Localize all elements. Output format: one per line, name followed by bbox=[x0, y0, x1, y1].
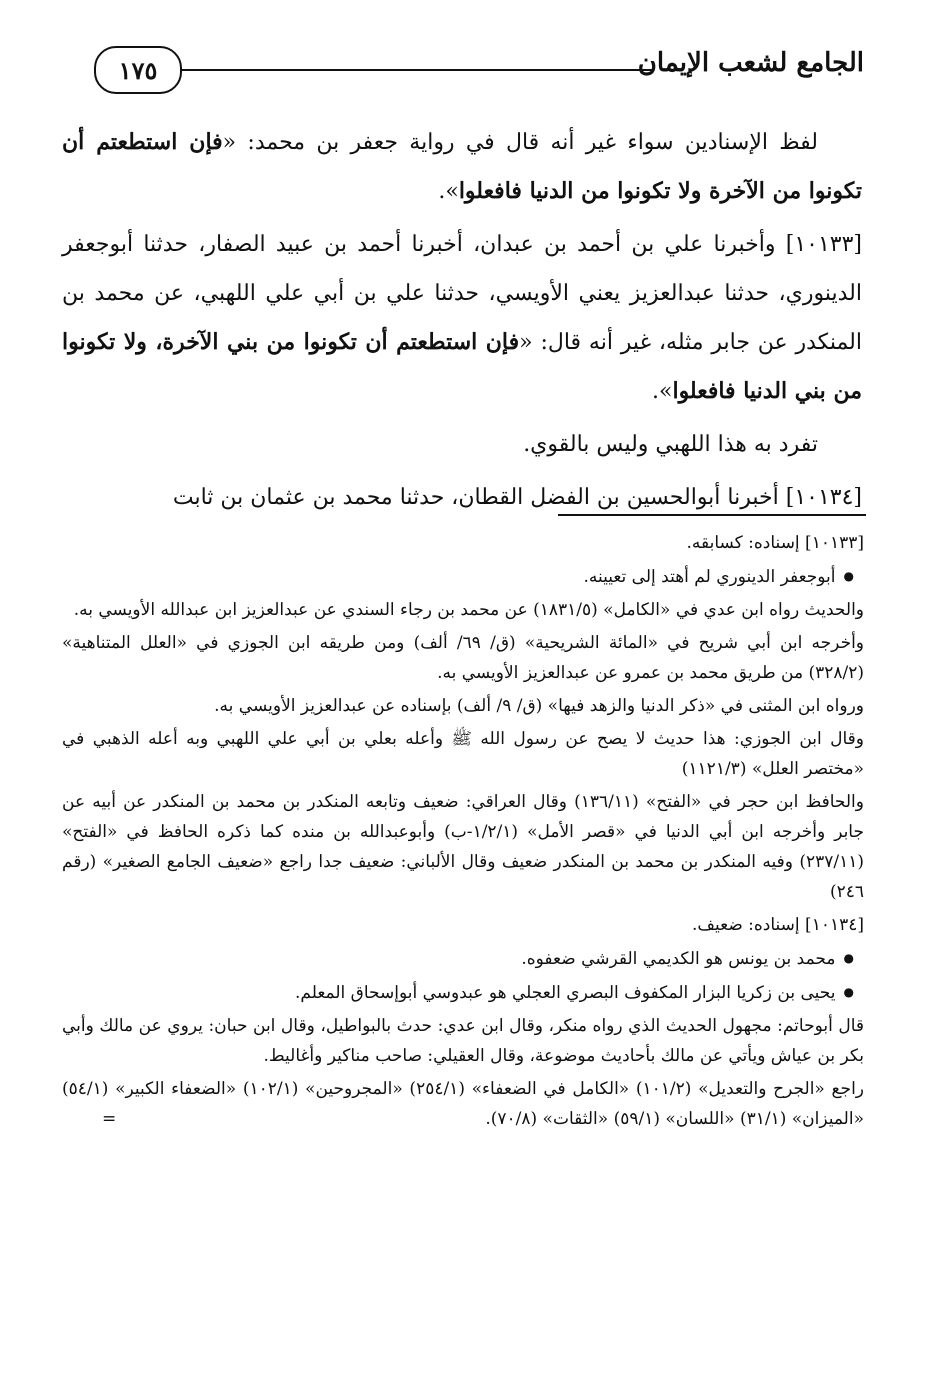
footnote-bullet: ● يحيى بن زكريا البزار المكفوف البصري العجلي هو عبدوسي أبوإسحاق المعلم. bbox=[62, 977, 864, 1008]
footnote-paragraph: وأخرجه ابن أبي شريح في «المائة الشريحية» (ق/ ٦٩/ ألف) ومن طريقه ابن الجوزي في «العلل المتناهية» (٣٢٨/٢) من طريق محمد بن عمرو عن عبدالعزيز الأويسي به. bbox=[62, 633, 865, 683]
header-rule bbox=[182, 69, 652, 71]
footnote-bullet: ● أبوجعفر الدينوري لم أهتد إلى تعيينه. bbox=[62, 561, 864, 592]
footnote-divider bbox=[558, 514, 866, 516]
continuation-mark: = bbox=[102, 1109, 117, 1129]
footnote-heading: [١٠١٣٣] إسناده: كسابقه. bbox=[686, 533, 864, 553]
bullet-icon bbox=[836, 949, 854, 969]
footnote-paragraph: وقال ابن الجوزي: هذا حديث لا يصح عن رسول الله ﷺ وأعله بعلي بن أبي علي اللهبي وبه أعله الذهبي في «مختصر العلل» (١١٢١/٣) bbox=[62, 729, 864, 779]
footnote-paragraph: والحافظ ابن حجر في «الفتح» (١٣٦/١١) وقال العراقي: ضعيف وتابعه المنكدر بن محمد بن المنكدر عن أبيه عن جابر وأخرجه ابن أبي الدنيا في «قصر الأمل» (١/٢/١-ب) وأبوعبدالله بن منده كما ذكره الحافظ في «الفتح» (٢٣٧/١١) وفيه المنكدر بن محمد بن المنكدر ضعيف وقال الألباني: ضعيف جدا راجع «ضعيف الجامع الصغير» (رقم ٢٤٦) bbox=[62, 792, 864, 902]
footnote-bullet: ● محمد بن يونس هو الكديمي القرشي ضعفوه. bbox=[62, 943, 864, 974]
footnote-paragraph: ورواه ابن المثنى في «ذكر الدنيا والزهد فيها» (ق/ ٩/ ألف) بإسناده عن عبدالعزيز الأويسي به. bbox=[214, 696, 864, 716]
footnotes bbox=[62, 528, 864, 1137]
bullet-icon bbox=[836, 567, 854, 587]
paragraph-4: [١٠١٣٤] أخبرنا أبوالحسين بن الفضل القطان، حدثنا محمد بن عثمان بن ثابت bbox=[172, 485, 862, 510]
hadith-text: فإن استطعتم أن تكونوا من الآخرة ولا تكونوا من الدنيا فافعلوا bbox=[62, 129, 862, 204]
footnote-heading: [١٠١٣٤] إسناده: ضعيف. bbox=[692, 915, 864, 935]
hadith-text: فإن استطعتم أن تكونوا من بني الآخرة، ولا تكونوا من بني الدنيا فافعلوا bbox=[62, 329, 862, 404]
running-title: الجامع لشعب الإيمان bbox=[637, 48, 864, 78]
footnote-paragraph: راجع «الجرح والتعديل» (١٠١/٢) «الكامل في الضعفاء» (٢٥٤/١) «المجروحين» (١٠٢/١) «الضعفاء الكبير» (٥٤/١) «الميزان» (٣١/١) «اللسان» (٥٩/١) «الثقات» (٧٠/٨). = bbox=[62, 1074, 864, 1134]
footnote-paragraph: والحديث رواه ابن عدي في «الكامل» (١٨٣١/٥) عن محمد بن رجاء السندي عن عبدالعزيز ابن عبدالله الأويسي به. bbox=[73, 600, 864, 620]
paragraph-3: تفرد به هذا اللهبي وليس بالقوي. bbox=[523, 432, 818, 457]
footnote-paragraph: قال أبوحاتم: مجهول الحديث الذي رواه منكر، وقال ابن عدي: حدث بالبواطيل، وقال ابن حبان: يروي عن مالك وأبي بكر بن عياش ويأتي عن مالك بأحاديث موضوعة، وقال العقيلي: صاحب مناكير وأغاليط. bbox=[62, 1016, 864, 1066]
paragraph-1: لفظ الإسنادين سواء غير أنه قال في رواية جعفر بن محمد: «فإن استطعتم أن تكونوا من الآخرة ولا تكونوا من الدنيا فافعلوا». bbox=[62, 129, 862, 204]
page-header bbox=[84, 44, 864, 102]
main-text bbox=[62, 118, 862, 526]
paragraph-2: [١٠١٣٣] وأخبرنا علي بن أحمد بن عبدان، أخبرنا أحمد بن عبيد الصفار، حدثنا أبوجعفر الدينوري، حدثنا عبدالعزيز يعني الأويسي، حدثنا علي بن أبي علي اللهبي، عن محمد بن المنكدر عن جابر مثله، غير أنه قال: «فإن استطعتم أن تكونوا من بني الآخرة، ولا تكونوا من بني الدنيا فافعلوا». bbox=[62, 232, 862, 404]
page-number: ١٧٥ bbox=[94, 46, 182, 94]
bullet-icon bbox=[836, 983, 854, 1003]
